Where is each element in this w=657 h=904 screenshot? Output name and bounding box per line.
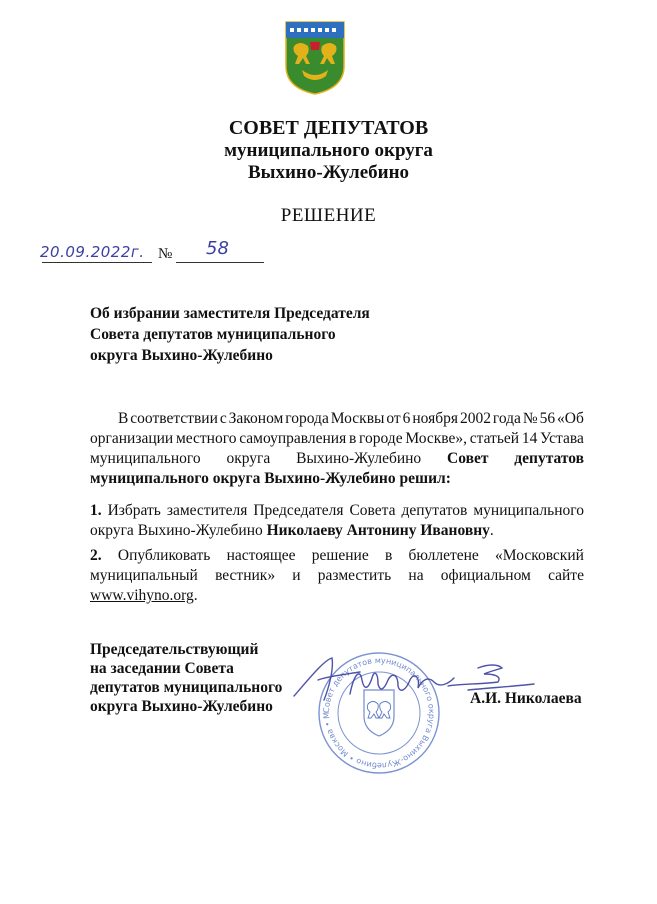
signatory-name: А.И. Николаева [470, 690, 582, 707]
word: соответствии [130, 410, 218, 427]
word: с [219, 410, 227, 427]
word: самоуправления [239, 430, 347, 447]
text-line: муниципального округа Выхино-Жулебино решил: [90, 470, 451, 487]
word: Законом [228, 410, 284, 427]
text-segment: . [489, 522, 494, 539]
subject-line: Об избрании заместителя Председателя [90, 305, 370, 322]
date-underline [42, 262, 152, 263]
resolution-item-2 [90, 546, 584, 606]
preamble-paragraph [90, 409, 584, 489]
text-line [90, 409, 584, 429]
word: настоящее [226, 547, 296, 564]
word: Устава [540, 430, 584, 447]
word: местного [175, 430, 237, 447]
coat-of-arms-emblem [284, 20, 346, 96]
word: 6 [402, 410, 411, 427]
word: официальном [440, 567, 531, 584]
word: № [522, 410, 538, 427]
word: 14 [521, 430, 538, 447]
word: Избрать [107, 502, 161, 519]
signatory-title-line: округа Выхино-Жулебино [90, 698, 273, 715]
text-line [90, 546, 584, 566]
text-line [90, 449, 584, 469]
word: муниципального [90, 450, 201, 467]
word: города [285, 410, 329, 427]
word: «Московский [495, 547, 584, 564]
word: Опубликовать [117, 547, 211, 564]
word: на [408, 567, 424, 584]
item-number: 2. [90, 547, 102, 564]
signatory-title-line: Председательствующий [90, 641, 259, 658]
text-line [90, 586, 584, 606]
decision-subject [90, 303, 410, 366]
word: депутатов [401, 502, 468, 519]
district-name: Выхино-Жулебино [247, 162, 410, 183]
word: и [292, 567, 301, 584]
word: муниципальный [90, 567, 198, 584]
word: решение [311, 547, 369, 564]
word: разместить [317, 567, 392, 584]
item-number: 1. [90, 502, 102, 519]
decision-number: 58 [206, 238, 229, 259]
signatory-title-line: на заседании Совета [90, 660, 234, 677]
stamp-text: Совет депутатов муниципального округа Выхино-Жулебино • Москва • М [321, 655, 437, 771]
word: Совета [349, 502, 396, 519]
text-line [90, 566, 584, 586]
signatory-title [90, 640, 282, 716]
word: Председателя [253, 502, 344, 519]
signatory-title-line: депутатов муниципального [90, 679, 283, 696]
word: «Об [557, 410, 584, 427]
word: от [386, 410, 401, 427]
word: В [118, 410, 129, 427]
word: в [348, 430, 357, 447]
decision-date: 20.09.2022г. [40, 243, 145, 261]
website-link[interactable]: www.vihyno.org [90, 587, 194, 604]
text-segment: . [193, 587, 198, 604]
word: Выхино-Жулебино [296, 450, 422, 467]
word: года [492, 410, 521, 427]
text-line [90, 521, 584, 541]
word: Москвы [330, 410, 385, 427]
text-line [90, 501, 584, 521]
word: Совет [447, 450, 489, 467]
word: ноября [412, 410, 458, 427]
word: вестник» [215, 567, 276, 584]
word: сайте [548, 567, 584, 584]
word: 2002 [459, 410, 491, 427]
word: городе [359, 430, 403, 447]
number-underline [176, 262, 264, 263]
word: муниципального [473, 502, 584, 519]
elected-person-name: Николаеву Антонину Ивановну [266, 522, 490, 539]
text-line [90, 429, 584, 449]
number-sign: № [158, 246, 173, 262]
word: округа [226, 450, 271, 467]
word: бюллетене [408, 547, 479, 564]
council-title: СОВЕТ ДЕПУТАТОВ [228, 117, 429, 139]
text-segment: округа Выхино-Жулебино [90, 522, 267, 539]
word: 56 [539, 410, 556, 427]
document-type: РЕШЕНИЕ [280, 205, 377, 226]
resolution-item-1 [90, 501, 584, 541]
word: заместителя [166, 502, 248, 519]
subject-line: округа Выхино-Жулебино [90, 347, 273, 364]
word: депутатов [514, 450, 584, 467]
word: в [384, 547, 393, 564]
word: Москве», [405, 430, 467, 447]
council-subtitle: муниципального округа [224, 140, 433, 161]
word: статьей [469, 430, 520, 447]
subject-line: Совета депутатов муниципального [90, 326, 336, 343]
word: организации [90, 430, 174, 447]
